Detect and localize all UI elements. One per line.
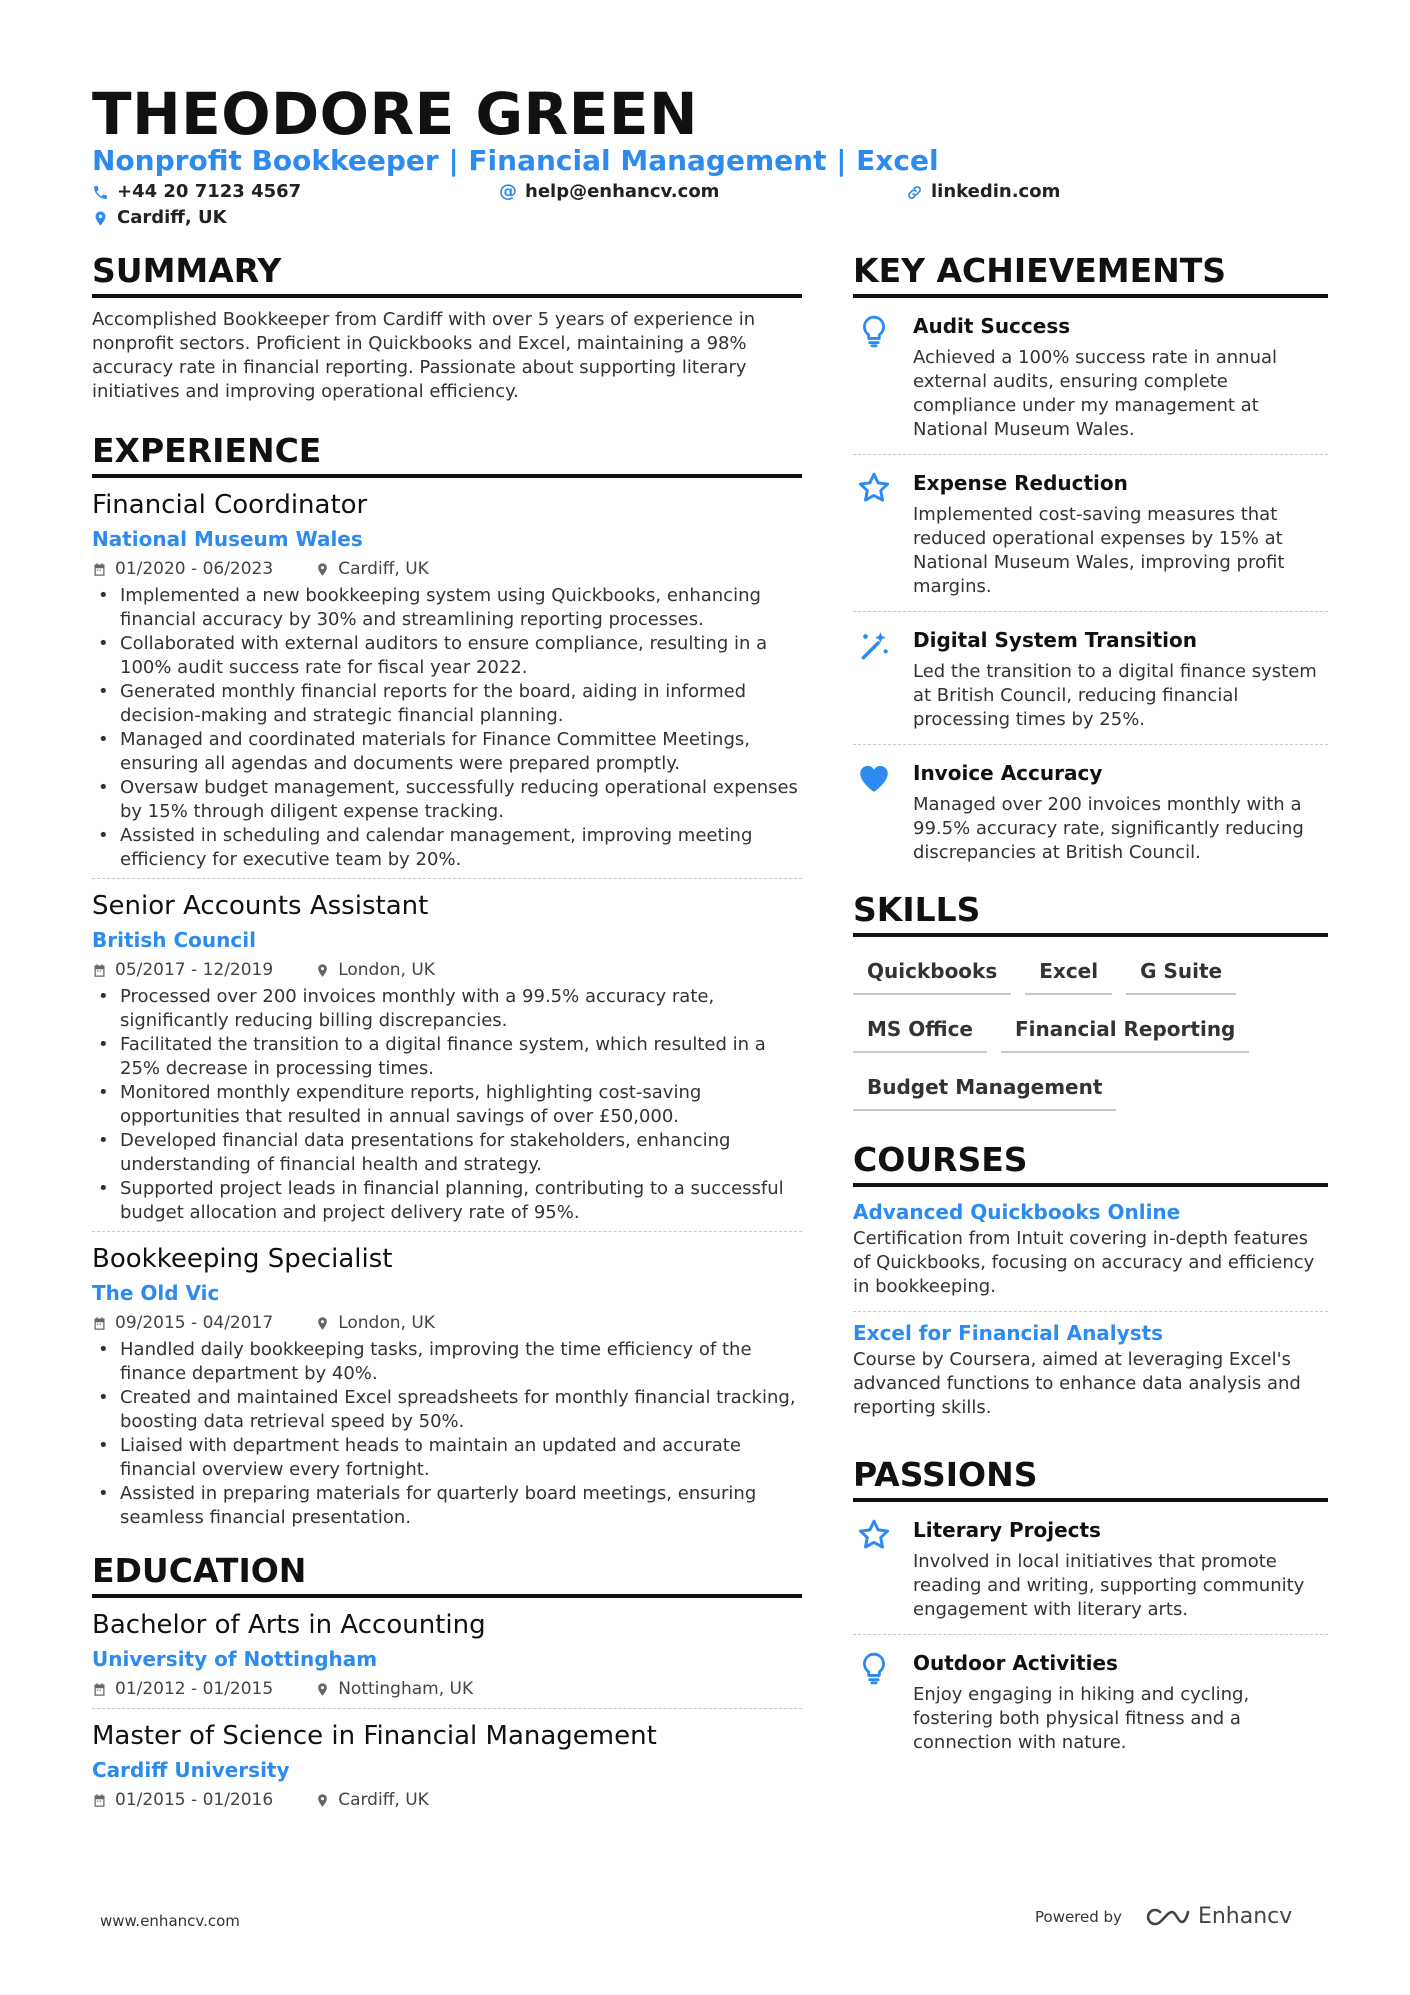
location-pin-icon-svg (315, 963, 330, 978)
job-bullet: • Facilitated the transition to a digital finance system, which resulted in a 25% decrease in processing times. (92, 1033, 802, 1081)
job-bullet: • Processed over 200 invoices monthly with a 99.5% accuracy rate, significantly reducing billing discrepancies. (92, 985, 802, 1033)
calendar-icon-svg (92, 1793, 107, 1808)
job-dates: 01/2012 - 01/2015 (115, 1679, 274, 1699)
left-column (92, 250, 802, 1829)
right-column (853, 250, 1328, 1767)
enhancv-logo[interactable] (1146, 1904, 1292, 1929)
job-location: Cardiff, UK (338, 559, 429, 579)
degree-title: Master of Science in Financial Management (92, 1721, 657, 1751)
education-section (92, 1550, 802, 1819)
job-bullet: • Implemented a new bookkeeping system using Quickbooks, enhancing financial accuracy by 30% and streamlining reporting processes. (92, 584, 802, 632)
location-pin-icon (92, 210, 109, 227)
passion-text: Involved in local initiatives that promote reading and writing, supporting community engagement with literary arts. (913, 1551, 1305, 1620)
job-location: London, UK (338, 960, 435, 980)
education-entry (92, 1719, 802, 1819)
location-pin-icon-svg (315, 1793, 330, 1808)
contact-phone (92, 180, 301, 204)
lightbulb-icon (857, 314, 891, 442)
achievement-body (913, 626, 1328, 732)
achievement-body (913, 759, 1328, 865)
contact-location (92, 206, 227, 230)
contact-linkedin[interactable] (906, 180, 1060, 204)
phone-icon (92, 184, 109, 201)
candidate-name: THEODORE GREEN (92, 80, 699, 148)
course-title[interactable]: Advanced Quickbooks Online (853, 1200, 1181, 1224)
location-pin-icon (315, 1316, 330, 1331)
job-location: Cardiff, UK (338, 1790, 429, 1810)
calendar-icon-svg (92, 1316, 107, 1331)
job-meta (92, 1310, 802, 1336)
star-icon (857, 471, 891, 599)
job-bullet: • Assisted in scheduling and calendar management, improving meeting efficiency for executive team by 20%. (92, 824, 802, 872)
skill-tag: Budget Management (853, 1067, 1116, 1111)
skills-title: SKILLS (853, 889, 1328, 937)
enhancv-logo-icon (1146, 1905, 1190, 1929)
job-dates: 01/2020 - 06/2023 (115, 559, 274, 579)
passion-icon-wrap (853, 1516, 895, 1622)
heart-icon-svg (857, 761, 891, 795)
passion-body (913, 1649, 1328, 1755)
lightbulb-icon-svg (857, 1651, 891, 1685)
achievement-item (853, 745, 1328, 877)
course-text: Certification from Intuit covering in-depth features of Quickbooks, focusing on accuracy and efficiency in bookkeeping. (853, 1228, 1315, 1297)
achievement-title: Digital System Transition (913, 628, 1197, 652)
job-bullet: • Generated monthly financial reports for the board, aiding in informed decision-making and strategic financial planning. (92, 680, 802, 728)
calendar-icon (92, 1793, 107, 1808)
job-bullets (92, 985, 802, 1225)
job-dates: 05/2017 - 12/2019 (115, 960, 274, 980)
passions-title: PASSIONS (853, 1454, 1328, 1502)
course-text: Course by Coursera, aimed at leveraging Excel's advanced functions to enhance data analysis and reporting skills. (853, 1349, 1301, 1418)
skills-section (853, 889, 1328, 1111)
achievements-section (853, 250, 1328, 877)
passion-title: Literary Projects (913, 1518, 1101, 1542)
passion-body (913, 1516, 1328, 1622)
calendar-icon (92, 1316, 107, 1331)
job-title: Senior Accounts Assistant (92, 891, 429, 921)
experience-list (92, 488, 802, 1536)
achievement-title: Expense Reduction (913, 471, 1128, 495)
magic-wand-icon (857, 628, 891, 732)
achievement-icon-wrap (853, 626, 895, 732)
achievement-title: Audit Success (913, 314, 1071, 338)
job-company[interactable]: The Old Vic (92, 1281, 220, 1305)
location-pin-icon-svg (315, 1316, 330, 1331)
achievement-text: Implemented cost-saving measures that reduced operational expenses by 15% at National Museum Wales, improving profit margins. (913, 504, 1285, 597)
job-entry (92, 889, 802, 1232)
candidate-headline: Nonprofit Bookkeeper | Financial Management | Excel (92, 144, 939, 177)
passions-section (853, 1454, 1328, 1767)
job-location: Nottingham, UK (338, 1679, 474, 1699)
job-company[interactable]: National Museum Wales (92, 527, 363, 551)
lightbulb-icon-svg (857, 314, 891, 348)
job-location: London, UK (338, 1313, 435, 1333)
passions-list (853, 1502, 1328, 1767)
school-name[interactable]: University of Nottingham (92, 1647, 378, 1671)
at-icon: @ (499, 181, 517, 202)
calendar-icon (92, 1682, 107, 1697)
summary-title: SUMMARY (92, 250, 802, 298)
footer-branding (1035, 1904, 1292, 1929)
job-meta (92, 1676, 802, 1702)
achievement-item (853, 455, 1328, 612)
enhancv-brand-text: Enhancv (1197, 1904, 1293, 1929)
summary-section (92, 250, 802, 404)
location-pin-icon (315, 963, 330, 978)
job-bullet: • Liaised with department heads to maintain an updated and accurate financial overview every fortnight. (92, 1434, 802, 1482)
achievements-list (853, 298, 1328, 877)
star-icon-svg (857, 471, 891, 505)
achievement-body (913, 469, 1328, 599)
job-bullet: • Developed financial data presentations for stakeholders, enhancing understanding of financial health and strategy. (92, 1129, 802, 1177)
courses-section (853, 1139, 1328, 1432)
achievement-title: Invoice Accuracy (913, 761, 1103, 785)
powered-by-text: Powered by (1035, 1907, 1122, 1926)
job-bullet: • Handled daily bookkeeping tasks, improving the time efficiency of the finance department by 40%. (92, 1338, 802, 1386)
achievement-icon-wrap (853, 759, 895, 865)
skill-tag: Financial Reporting (1001, 1009, 1249, 1053)
passion-title: Outdoor Activities (913, 1651, 1118, 1675)
skill-tag: Quickbooks (853, 951, 1011, 995)
achievement-item (853, 298, 1328, 455)
star-icon (857, 1518, 891, 1622)
education-list (92, 1608, 802, 1819)
summary-text: Accomplished Bookkeeper from Cardiff with over 5 years of experience in nonprofit sectors. Proficient in Quickbooks and Excel, maintaining a 98% accuracy rate in financial reporting. Passionate about supporting literary initiatives and improving operational efficiency. (92, 309, 756, 402)
school-name[interactable]: Cardiff University (92, 1758, 290, 1782)
calendar-icon-svg (92, 562, 107, 577)
footer-website[interactable]: www.enhancv.com (100, 1912, 240, 1930)
link-icon (906, 184, 923, 201)
passion-text: Enjoy engaging in hiking and cycling, fostering both physical fitness and a connection with nature. (913, 1684, 1250, 1753)
magic-wand-icon-svg (857, 628, 891, 662)
job-bullet: • Created and maintained Excel spreadsheets for monthly financial tracking, boosting data retrieval speed by 50%. (92, 1386, 802, 1434)
calendar-icon-svg (92, 963, 107, 978)
job-bullet: • Monitored monthly expenditure reports, highlighting cost-saving opportunities that resulted in annual savings of over £50,000. (92, 1081, 802, 1129)
course-item (853, 1191, 1328, 1312)
achievements-title: KEY ACHIEVEMENTS (853, 250, 1328, 298)
course-title[interactable]: Excel for Financial Analysts (853, 1321, 1164, 1345)
phone-text: +44 20 7123 4567 (117, 181, 302, 202)
job-dates: 09/2015 - 04/2017 (115, 1313, 274, 1333)
calendar-icon (92, 963, 107, 978)
linkedin-text: linkedin.com (931, 181, 1061, 202)
job-company[interactable]: British Council (92, 928, 256, 952)
contact-email[interactable] (499, 180, 719, 204)
job-entry (92, 1242, 802, 1536)
heart-icon (857, 761, 891, 865)
lightbulb-icon (857, 1651, 891, 1755)
degree-title: Bachelor of Arts in Accounting (92, 1610, 486, 1640)
job-meta (92, 957, 802, 983)
job-bullet: • Assisted in preparing materials for quarterly board meetings, ensuring seamless financial presentation. (92, 1482, 802, 1530)
job-bullets (92, 1338, 802, 1530)
location-pin-icon (315, 1793, 330, 1808)
education-title: EDUCATION (92, 1550, 802, 1598)
passion-item (853, 1502, 1328, 1635)
calendar-icon (92, 562, 107, 577)
location-pin-icon (315, 1682, 330, 1697)
job-bullet: • Collaborated with external auditors to ensure compliance, resulting in a 100% audit success rate for fiscal year 2022. (92, 632, 802, 680)
achievement-icon-wrap (853, 469, 895, 599)
achievement-item (853, 612, 1328, 745)
job-bullets (92, 584, 802, 872)
achievement-text: Achieved a 100% success rate in annual external audits, ensuring complete compliance under my management at National Museum Wales. (913, 347, 1278, 440)
experience-title: EXPERIENCE (92, 430, 802, 478)
courses-title: COURSES (853, 1139, 1328, 1187)
skill-tag: MS Office (853, 1009, 987, 1053)
star-icon-svg (857, 1518, 891, 1552)
job-title: Financial Coordinator (92, 490, 368, 520)
job-dates: 01/2015 - 01/2016 (115, 1790, 274, 1810)
job-bullet: • Managed and coordinated materials for Finance Committee Meetings, ensuring all agendas and documents were prepared promptly. (92, 728, 802, 776)
achievement-body (913, 312, 1328, 442)
job-bullet: • Supported project leads in financial planning, contributing to a successful budget allocation and project delivery rate of 95%. (92, 1177, 802, 1225)
skills-list (853, 943, 1328, 1111)
course-item (853, 1312, 1328, 1432)
job-meta (92, 556, 802, 582)
job-bullet: • Oversaw budget management, successfully reducing operational expenses by 15% through diligent expense tracking. (92, 776, 802, 824)
location-pin-icon-svg (315, 562, 330, 577)
location-text: Cardiff, UK (117, 207, 227, 228)
job-title: Bookkeeping Specialist (92, 1244, 393, 1274)
skill-tag: G Suite (1126, 951, 1236, 995)
experience-section (92, 430, 802, 1536)
location-pin-icon (315, 562, 330, 577)
skill-tag: Excel (1025, 951, 1112, 995)
achievement-text: Managed over 200 invoices monthly with a 99.5% accuracy rate, significantly reducing discrepancies at British Council. (913, 794, 1304, 863)
education-entry (92, 1608, 802, 1709)
job-entry (92, 488, 802, 879)
achievement-icon-wrap (853, 312, 895, 442)
passion-icon-wrap (853, 1649, 895, 1755)
job-meta (92, 1787, 802, 1813)
achievement-text: Led the transition to a digital finance system at British Council, reducing financial processing times by 25%. (913, 661, 1317, 730)
location-pin-icon-svg (315, 1682, 330, 1697)
passion-item (853, 1635, 1328, 1767)
calendar-icon-svg (92, 1682, 107, 1697)
courses-list (853, 1191, 1328, 1432)
email-text: help@enhancv.com (525, 181, 720, 202)
